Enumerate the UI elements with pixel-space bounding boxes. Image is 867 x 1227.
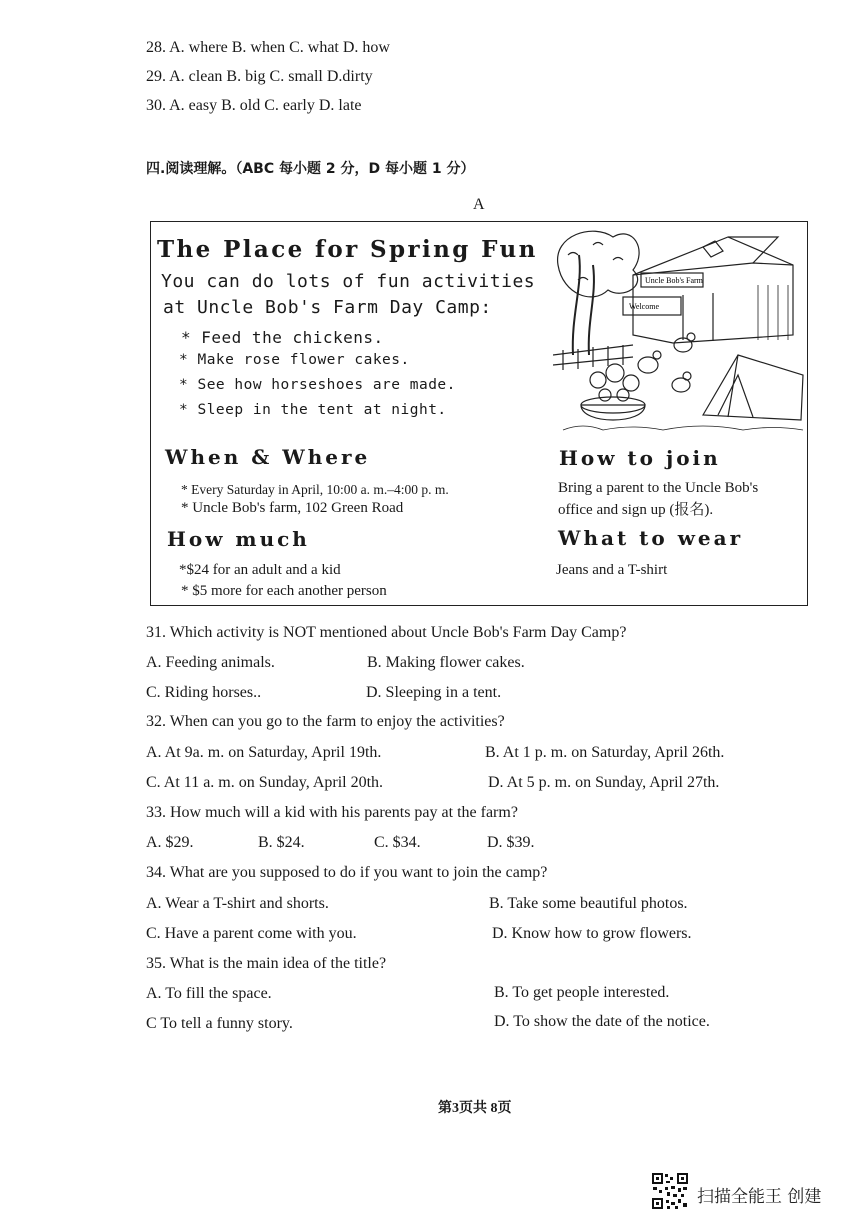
question-33-option: D. $39.: [487, 834, 535, 851]
question-33-option: B. $24.: [258, 834, 305, 851]
question-33-stem: 33. How much will a kid with his parents pay at the farm?: [146, 804, 518, 821]
question-32-option: A. At 9a. m. on Saturday, April 19th.: [146, 744, 382, 761]
question-35-option: C To tell a funny story.: [146, 1015, 293, 1032]
question-35-stem: 35. What is the main idea of the title?: [146, 955, 387, 972]
notice-subtitle-line1: You can do lots of fun activities: [161, 271, 536, 292]
activity-item: * Sleep in the tent at night.: [179, 402, 447, 418]
scanner-badge: 扫描全能王 创建: [697, 1187, 822, 1207]
question-30: 30. A. easy B. old C. early D. late: [146, 97, 362, 114]
question-35-option: A. To fill the space.: [146, 985, 272, 1002]
farm-sign-text: Uncle Bob's Farm: [645, 276, 703, 285]
farm-camp-notice: [150, 221, 808, 606]
section-title: 四.阅读理解。（ABC 每小题 2 分，D 每小题 1 分）: [146, 161, 475, 177]
notice-subtitle-line2: at Uncle Bob's Farm Day Camp:: [163, 297, 492, 318]
wear-text: Jeans and a T-shirt: [556, 562, 668, 578]
question-31-option: B. Making flower cakes.: [367, 654, 525, 671]
question-34-stem: 34. What are you supposed to do if you want to join the camp?: [146, 864, 548, 881]
question-34-option: B. Take some beautiful photos.: [489, 895, 688, 912]
question-32-option: B. At 1 p. m. on Saturday, April 26th.: [485, 744, 725, 761]
question-35-option: D. To show the date of the notice.: [494, 1013, 710, 1030]
question-34-option: D. Know how to grow flowers.: [492, 925, 692, 942]
question-34-option: C. Have a parent come with you.: [146, 925, 357, 942]
question-32-stem: 32. When can you go to the farm to enjoy the activities?: [146, 713, 505, 730]
how-to-join-heading: How to join: [559, 446, 721, 470]
notice-title: The Place for Spring Fun: [157, 236, 538, 263]
join-line-2: office and sign up (报名).: [558, 502, 714, 518]
join-line-1: Bring a parent to the Uncle Bob's: [558, 480, 759, 496]
where-place: * Uncle Bob's farm, 102 Green Road: [181, 500, 404, 516]
farm-welcome-text: Welcome: [629, 302, 660, 311]
price-line-2: * $5 more for each another person: [181, 583, 387, 599]
question-31-option: C. Riding horses..: [146, 684, 262, 701]
page-number: 第3页共 8页: [438, 1101, 512, 1116]
activity-item: * Feed the chickens.: [181, 328, 384, 347]
qr-code-icon: [651, 1172, 689, 1210]
when-where-heading: When & Where: [165, 445, 371, 469]
price-line-1: *$24 for an adult and a kid: [179, 562, 341, 578]
question-32-option: D. At 5 p. m. on Sunday, April 27th.: [488, 774, 720, 791]
question-31-option: D. Sleeping in a tent.: [366, 684, 502, 701]
question-35-option: B. To get people interested.: [494, 984, 670, 1001]
question-31-option: A. Feeding animals.: [146, 654, 275, 671]
how-much-heading: How much: [167, 527, 310, 551]
what-to-wear-heading: What to wear: [558, 526, 744, 550]
question-33-option: C. $34.: [374, 834, 421, 851]
question-28: 28. A. where B. when C. what D. how: [146, 39, 390, 56]
question-31-stem: 31. Which activity is NOT mentioned about Uncle Bob's Farm Day Camp?: [146, 624, 627, 641]
farm-illustration: [553, 225, 805, 440]
question-34-option: A. Wear a T-shirt and shorts.: [146, 895, 329, 912]
question-32-option: C. At 11 a. m. on Sunday, April 20th.: [146, 774, 384, 791]
passage-label: A: [473, 196, 485, 213]
when-time: * Every Saturday in April, 10:00 a. m.–4:00 p. m.: [181, 482, 449, 497]
activity-item: * See how horseshoes are made.: [179, 377, 456, 393]
activity-item: * Make rose flower cakes.: [179, 352, 410, 368]
question-33-option: A. $29.: [146, 834, 194, 851]
question-29: 29. A. clean B. big C. small D.dirty: [146, 68, 373, 85]
